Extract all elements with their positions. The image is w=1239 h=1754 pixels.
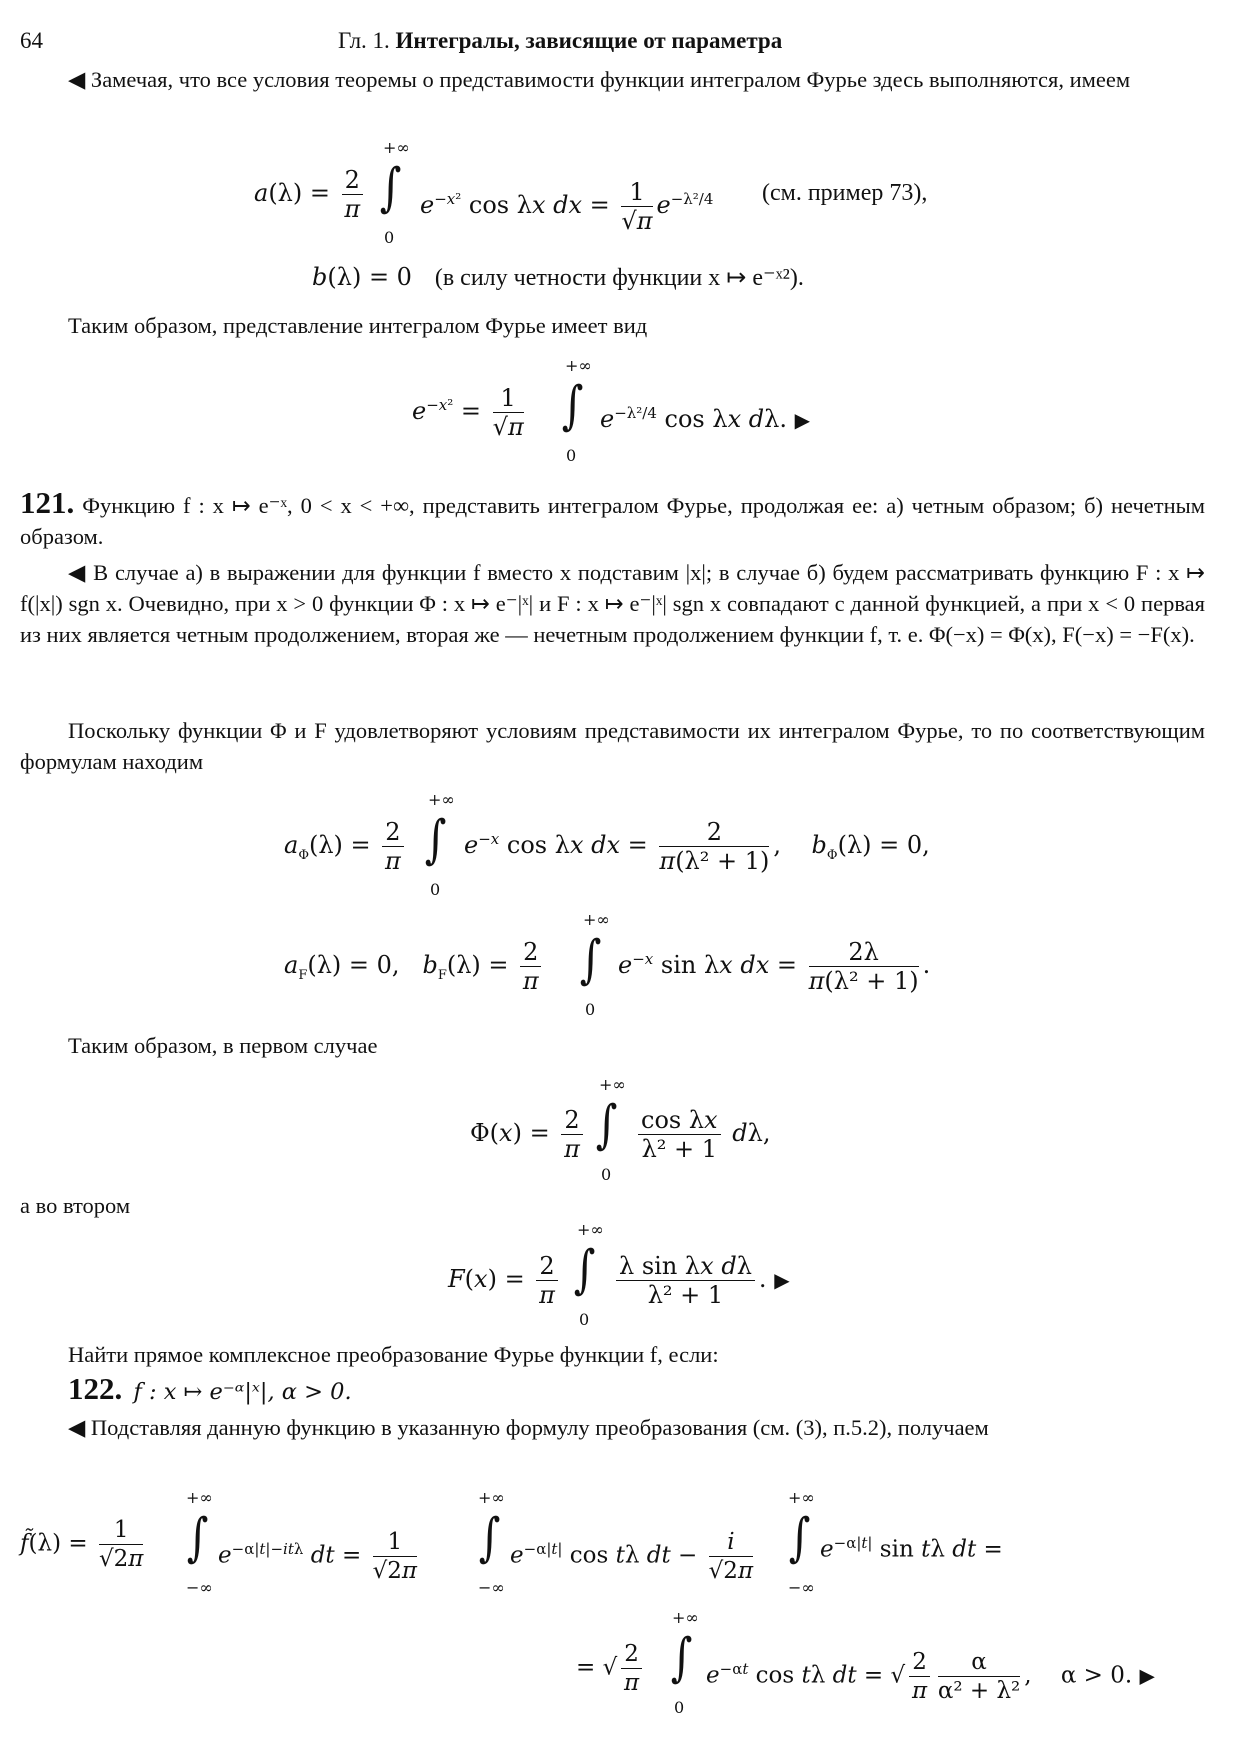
formula-a-phi-rhs: $e^{-x}$ cos λx dx = $\frac{2}{\text{π(λ² + 1)}}$ , $b_\Phi(\lambda) = 0$,: [464, 818, 930, 875]
alpha-condition: α > 0.: [1060, 1662, 1133, 1689]
integral-sign-icon: ∫: [595, 1095, 618, 1155]
lower-limit: 0: [585, 1000, 596, 1019]
formula-repr-lhs: $e^{-x^2}$ = $\frac{1}{√\pi}$: [412, 384, 524, 441]
integral-sign-icon: ∫: [573, 1240, 596, 1300]
formula-a-phi-lhs: $a_\Phi(\lambda)$ = $\frac{2}{\pi}$: [284, 818, 408, 875]
formula-f-lhs: F(x) = $\frac{2}{\pi}$: [448, 1252, 562, 1309]
formula-phi-lhs: Φ(x) = $\frac{2}{\pi}$: [470, 1106, 587, 1163]
lower-limit: −∞: [788, 1578, 815, 1597]
integral-sign-icon: ∫: [579, 930, 602, 990]
problem-121-text: Функцию f : x ↦ e⁻ˣ, 0 < x < +∞, представить интегралом Фурье, продолжая ее: а) четным образом; б) нечетным образом.: [20, 493, 1205, 549]
formula-fhat-mid: $e^{-\alpha|t|-it\lambda}$ dt = $\frac{1}{√2\pi}$: [218, 1529, 417, 1584]
problem-122-solution: ◀ Подставляя данную функцию в указанную формулу преобразования (см. (3), п.5.2), получаем: [68, 1415, 989, 1440]
upper-limit: +∞: [672, 1608, 699, 1627]
formula-a-rhs: $e^{-x^2}$ cos λx dx = $\frac{1}{√\pi}$ $e^{-\lambda^2/4}$: [420, 178, 714, 235]
integral-sign-icon: ∫: [670, 1628, 693, 1688]
formula-a-note: (см. пример 73),: [762, 180, 928, 206]
problem-number-121: 121.: [20, 485, 75, 520]
chapter-label: Гл. 1.: [338, 28, 390, 53]
upper-limit: +∞: [186, 1488, 213, 1507]
integral-sign-icon: ∫: [186, 1508, 209, 1568]
intro-paragraph: ◀ Замечая, что все условия теоремы о представимости функции интегралом Фурье здесь выполняются, имеем: [68, 67, 1131, 92]
integral-sign-icon: ∫: [788, 1508, 811, 1568]
upper-limit: +∞: [599, 1075, 626, 1094]
lower-limit: 0: [579, 1310, 590, 1329]
first-case-paragraph: Таким образом, в первом случае: [68, 1033, 378, 1058]
problem-number-122: 122.: [68, 1371, 123, 1406]
formula-b-f-rhs: $e^{-x}$ sin λx dx = $\frac{2\lambda}{\text{π(λ² + 1)}}$ .: [618, 938, 931, 995]
formula-fhat-cos: $e^{-\alpha|t|}$ cos tλ dt − $\frac{i}{√2\pi}$: [510, 1529, 754, 1584]
lower-limit: 0: [384, 228, 395, 247]
formula-b-f-lhs: $a_F(\lambda) = 0$, $b_F(\lambda)$ = $\frac{2}{\pi}$: [284, 938, 545, 995]
lower-limit: 0: [674, 1698, 685, 1717]
upper-limit: +∞: [383, 138, 410, 157]
lower-limit: −∞: [186, 1578, 213, 1597]
upper-limit: +∞: [577, 1220, 604, 1239]
formula-repr-rhs: $e^{-\lambda^2/4}$ cos λx dλ. ▶: [600, 404, 810, 433]
upper-limit: +∞: [428, 790, 455, 809]
formula-f-rhs: $\frac{\text{λ sin λx dλ}}{\text{λ² + 1}}$ . ▶: [612, 1252, 790, 1309]
second-case-paragraph: а во втором: [20, 1193, 131, 1218]
formula-phi-rhs: $\frac{\text{cos λx}}{\text{λ² + 1}}$ dλ,: [634, 1106, 770, 1163]
integral-sign-icon: ∫: [478, 1508, 501, 1568]
upper-limit: +∞: [478, 1488, 505, 1507]
formula-b-note: (в силу четности функции x ↦ e⁻ˣ²).: [434, 265, 804, 291]
formula-fhat-lhs: f̃(λ) = $\frac{1}{√2\pi}$: [20, 1517, 144, 1572]
integral-sign-icon: ∫: [424, 810, 447, 870]
upper-limit: +∞: [565, 356, 592, 375]
running-header: [338, 28, 782, 54]
formula-fhat2-lhs: = √ $\frac{2}{\pi}$: [576, 1640, 646, 1697]
find-paragraph: Найти прямое комплексное преобразование Фурье функции f, если:: [68, 1342, 719, 1367]
formula-fhat-sin: $e^{-\alpha|t|}$ sin tλ dt =: [820, 1534, 1003, 1563]
formula-fhat2-rhs: $e^{-\alpha t}$ cos tλ dt = √ $\frac{2}{\pi}$ $\frac{\alpha}{\text{α² + λ²}}$ , α > 0. ▶: [706, 1649, 1155, 1704]
upper-limit: +∞: [583, 910, 610, 929]
lower-limit: 0: [601, 1165, 612, 1184]
lower-limit: 0: [430, 880, 441, 899]
integral-sign-icon: ∫: [561, 376, 584, 436]
problem-121-statement: [20, 487, 1205, 552]
page-number: 64: [20, 28, 43, 53]
formula-b-lambda: b(λ) = 0 (в силу четности функции x ↦ e⁻ˣ²).: [312, 263, 804, 291]
chapter-title: Интегралы, зависящие от параметра: [395, 28, 783, 53]
lower-limit: −∞: [478, 1578, 505, 1597]
thus-paragraph: Таким образом, представление интегралом Фурье имеет вид: [68, 313, 648, 338]
lower-limit: 0: [566, 446, 577, 465]
integral-sign-icon: ∫: [379, 158, 402, 218]
upper-limit: +∞: [788, 1488, 815, 1507]
problem-121-solution: ◀ В случае а) в выражении для функции f вместо x подставим |x|; в случае б) будем рассматривать функцию F : x ↦ f(|x|) sgn x. Очевидно, при x > 0 функции Φ : x ↦ e⁻|ˣ| и F : x ↦ e⁻|ˣ| sgn x совпадают с данной функцией, а при x < 0 первая из них является четным продолжением, вторая же — нечетным продолжением функции f, т. е. Φ(−x) = Φ(x), F(−x) = −F(x).: [20, 560, 1205, 647]
problem-122-statement: [20, 1373, 1205, 1408]
formula-a-lhs: a(λ) = $\frac{2}{\pi}$: [254, 166, 367, 223]
problem-121-since: Поскольку функции Φ и F удовлетворяют условиям представимости их интегралом Фурье, то по соответствующим формулам находим: [20, 718, 1205, 774]
problem-122-text: f : x ↦ e⁻ᵅ|ˣ|, α > 0.: [133, 1379, 352, 1405]
